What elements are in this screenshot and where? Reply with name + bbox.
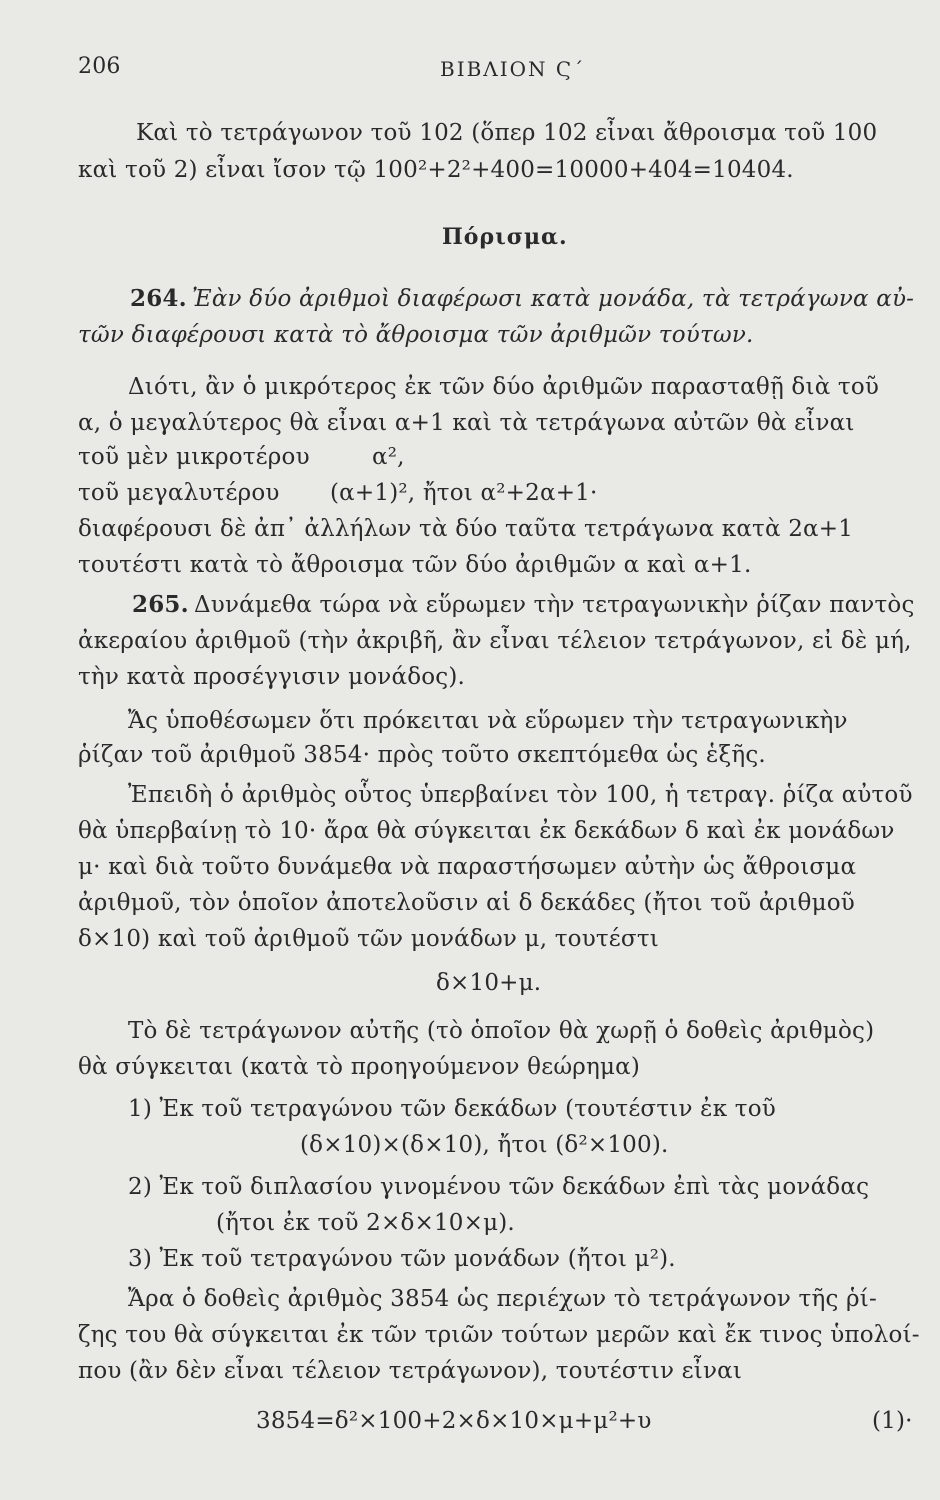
text-line: καὶ τοῦ 2) εἶναι ἴσον τῷ 100²+2²+400=10000+404=10404. [78,157,794,183]
text-line: Δυνάμεθα τώρα νὰ εὕρωμεν τὴν τετραγωνικὴν ῥίζαν παντὸς [194,592,915,618]
list-item: 1) Ἐκ τοῦ τετραγώνου τῶν δεκάδων (τουτέστιν ἐκ τοῦ [128,1096,776,1122]
section-number-264: 264. [130,285,187,312]
text-line: που (ἂν δὲν εἶναι τέλειον τετράγωνον), τουτέστιν εἶναι [78,1358,743,1384]
text-line: α, ὁ μεγαλύτερος θὰ εἶναι α+1 καὶ τὰ τετράγωνα αὐτῶν θὰ εἶναι [78,410,855,436]
text-line: Καὶ τὸ τετράγωνον τοῦ 102 (ὅπερ 102 εἶναι ἄθροισμα τοῦ 100 [136,120,878,146]
text-line: τοῦ μεγαλυτέρου [78,480,280,506]
formula-value: α², [372,444,405,470]
display-formula: (δ×10)×(δ×10), ἤτοι (δ²×100). [300,1132,669,1158]
section-subheading: Πόρισμα. [442,224,568,250]
text-line: Ἄρα ὁ δοθεὶς ἀριθμὸς 3854 ὡς περιέχων τὸ τετράγωνον τῆς ῥί- [128,1286,877,1312]
text-line: Ἐπειδὴ ὁ ἀριθμὸς οὗτος ὑπερβαίνει τὸν 100, ἡ τετραγ. ῥίζα αὐτοῦ [128,782,913,808]
text-line: δ×10) καὶ τοῦ ἀριθμοῦ τῶν μονάδων μ, τουτέστι [78,926,659,952]
formula-value: (α+1)², ἤτοι α²+2α+1· [330,480,598,506]
text-line: Ἄς ὑποθέσωμεν ὅτι πρόκειται νὰ εὕρωμεν τὴν τετραγωνικὴν [128,708,848,734]
text-line: τοῦ μὲν μικροτέρου [78,444,310,470]
display-formula: δ×10+μ. [436,970,542,996]
theorem-text: τῶν διαφέρουσι κατὰ τὸ ἄθροισμα τῶν ἀριθμῶν τούτων. [78,322,754,348]
equation-number: (1)· [872,1408,913,1434]
list-item: 3) Ἐκ τοῦ τετραγώνου τῶν μονάδων (ἤτοι μ²). [128,1246,676,1272]
equation: 3854=δ²×100+2×δ×10×μ+μ²+υ [256,1408,652,1434]
text-line: θὰ ὑπερβαίνῃ τὸ 10· ἄρα θὰ σύγκειται ἐκ δεκάδων δ καὶ ἐκ μονάδων [78,818,895,844]
list-item: 2) Ἐκ τοῦ διπλασίου γινομένου τῶν δεκάδων ἐπὶ τὰς μονάδας [128,1174,870,1200]
theorem-text: Ἐὰν δύο ἀριθμοὶ διαφέρωσι κατὰ μονάδα, τὰ τετράγωνα αὐ- [192,286,915,312]
section-number-265: 265. [132,591,189,618]
text-line: ῥίζαν τοῦ ἀριθμοῦ 3854· πρὸς τοῦτο σκεπτόμεθα ὡς ἑξῆς. [78,742,766,768]
running-title: ΒΙΒΛΙΟΝ Ϛ΄ [440,57,586,81]
text-line: ἀριθμοῦ, τὸν ὁποῖον ἀποτελοῦσιν αἱ δ δεκάδες (ἤτοι τοῦ ἀριθμοῦ [78,890,855,916]
text-line: θὰ σύγκειται (κατὰ τὸ προηγούμενον θεώρημα) [78,1054,641,1080]
text-line: ἀκεραίου ἀριθμοῦ (τὴν ἀκριβῆ, ἂν εἶναι τέλειον τετράγωνον, εἰ δὲ μή, [78,628,912,654]
text-line: διαφέρουσι δὲ ἀπ᾽ ἀλλήλων τὰ δύο ταῦτα τετράγωνα κατὰ 2α+1 [78,516,854,542]
text-line: Διότι, ἂν ὁ μικρότερος ἐκ τῶν δύο ἀριθμῶν παρασταθῇ διὰ τοῦ [128,374,880,400]
display-formula: (ἤτοι ἐκ τοῦ 2×δ×10×μ). [216,1210,515,1236]
text-line: τὴν κατὰ προσέγγισιν μονάδος). [78,664,466,690]
page-number: 206 [78,54,121,79]
text-line: τουτέστι κατὰ τὸ ἄθροισμα τῶν δύο ἀριθμῶν α καὶ α+1. [78,552,752,578]
text-line: ζης του θὰ σύγκειται ἐκ τῶν τριῶν τούτων μερῶν καὶ ἔκ τινος ὑπολοί- [78,1322,920,1348]
text-line: μ· καὶ διὰ τοῦτο δυνάμεθα νὰ παραστήσωμεν αὐτὴν ὡς ἄθροισμα [78,854,857,880]
text-line: Τὸ δὲ τετράγωνον αὐτῆς (τὸ ὁποῖον θὰ χωρῇ ὁ δοθεὶς ἀριθμὸς) [128,1018,875,1044]
